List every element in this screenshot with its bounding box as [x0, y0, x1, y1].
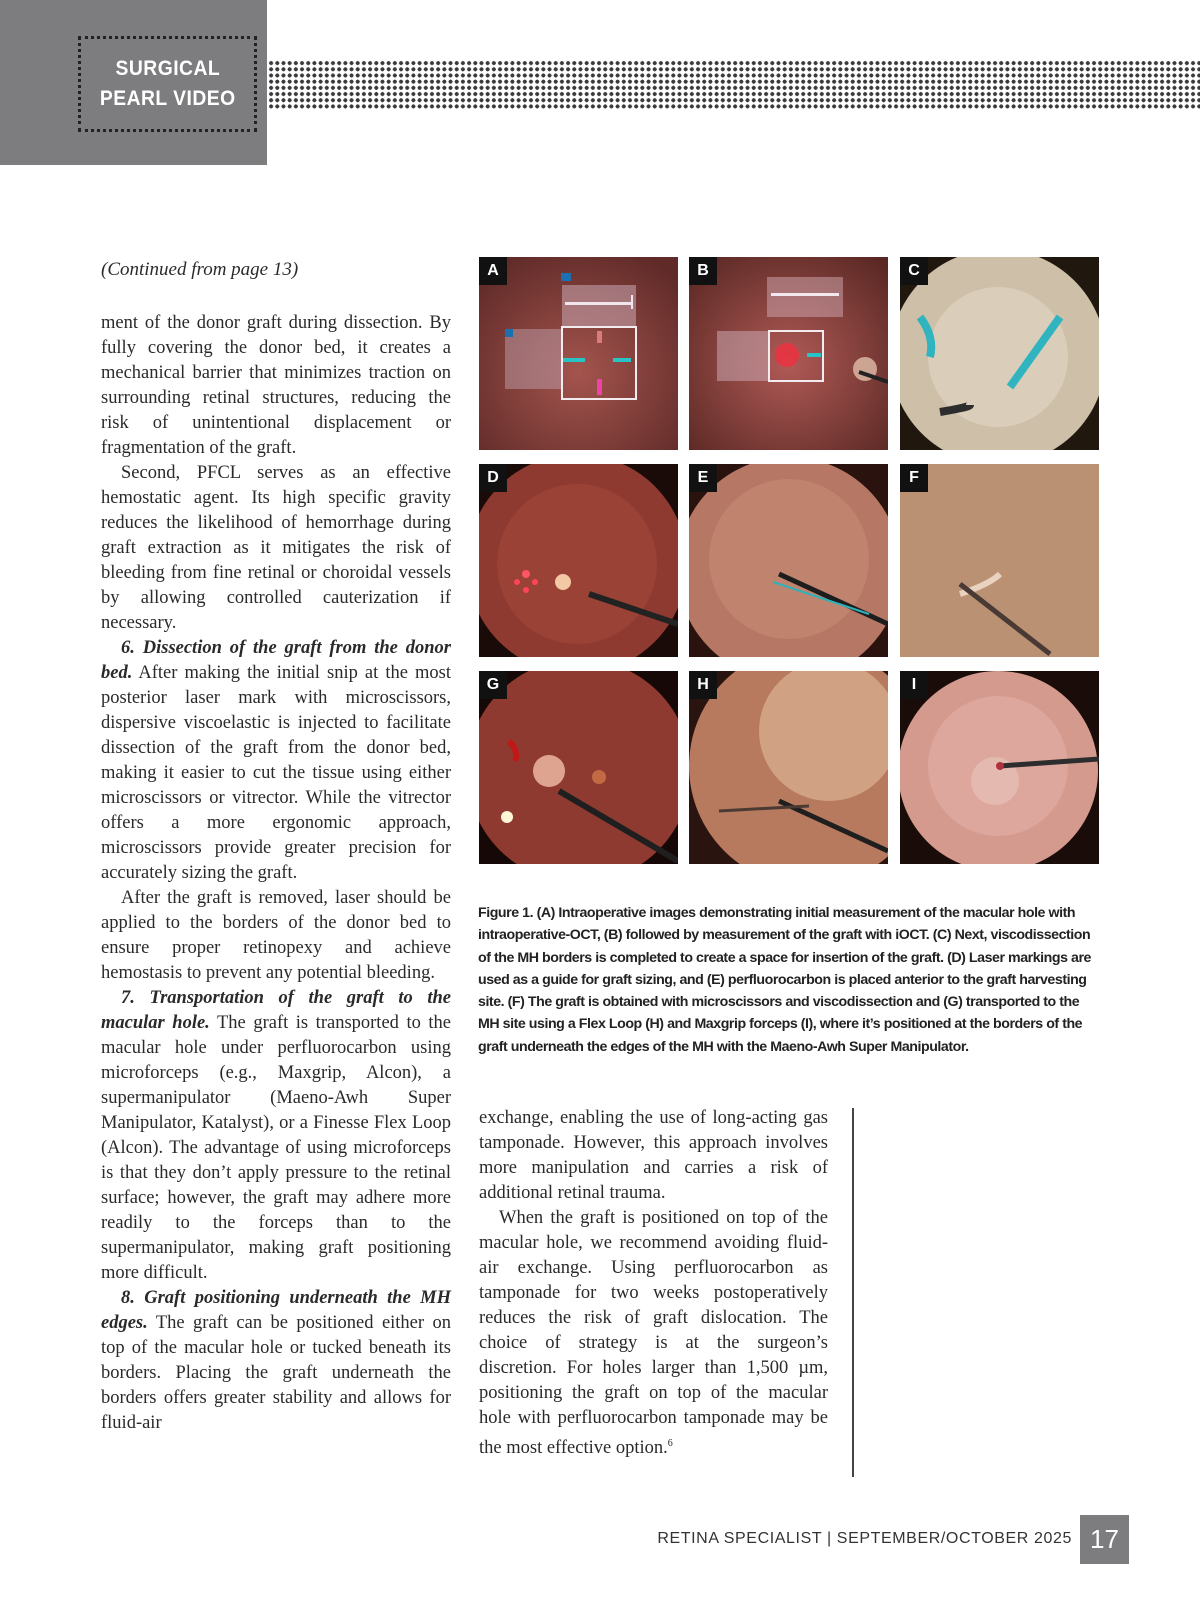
dotted-header-band [268, 60, 1200, 110]
panel-d-label: D [479, 464, 507, 492]
left-paragraph-3 [101, 636, 451, 886]
left-column [101, 255, 451, 1436]
panel-c-viscodissection [900, 257, 1099, 450]
panel-g-flex-loop [479, 671, 678, 864]
panel-h-label: H [689, 671, 717, 699]
panel-b-label: B [689, 257, 717, 285]
step-6-text: After making the initial snip at the most posterior laser mark with microscissors, dispersive viscoelastic is injected to facilitate dissection of the graft from the donor bed, making it easier to cut the tissue using either microscissors or vitrector. While the vitrector offers a more ergonomic approach, microscissors provide greater precision for accurately sizing the graft. [101, 663, 451, 883]
step-7-heading: 7. Transportation of the graft to the macular hole. [101, 988, 451, 1033]
journal-footer: RETINA SPECIALIST | SEPTEMBER/OCTOBER 2025 [657, 1530, 1072, 1547]
panel-b-image [689, 257, 888, 450]
page-number: 17 [1080, 1515, 1129, 1564]
panel-h-maxgrip-forceps [689, 671, 888, 864]
right-paragraph-2 [479, 1206, 828, 1461]
panel-f-graft-harvest [900, 464, 1099, 657]
right-paragraph-1: exchange, enabling the use of long-acting gas tamponade. However, this approach involves more manipulation and carries a risk of additional retinal trauma. [479, 1108, 828, 1203]
panel-c-image [900, 257, 1099, 450]
panel-g-image [479, 671, 678, 864]
right-paragraph-2-text: When the graft is positioned on top of the macular hole, we recommend avoiding fluid-air exchange. Using perfluorocarbon as tamponade for two weeks postoperatively reduces the risk of graft dislocation. The choice of strategy is at the surgeon’s discretion. For holes larger than 1,500 µm, positioning the graft on top of the macular hole with perfluorocarbon tamponade may be the most effective option. [479, 1208, 828, 1459]
panel-f-image [900, 464, 1099, 657]
left-paragraph-2: Second, PFCL serves as an effective hemostatic agent. Its high specific gravity reduces the likelihood of hemorrhage during graft extraction as it mitigates the risk of bleeding from fine retinal or choroidal vessels by allowing controlled cauterization if necessary. [101, 463, 451, 633]
left-paragraph-6 [101, 1286, 451, 1436]
panel-f-label: F [900, 464, 928, 492]
reference-superscript: 6 [667, 1438, 673, 1449]
panel-i-image [900, 671, 1099, 864]
column-divider-rule [852, 1108, 854, 1477]
panel-i-super-manipulator [900, 671, 1099, 864]
figure-caption: Figure 1. (A) Intraoperative images demonstrating initial measurement of the macular hole with intraoperative-OCT, (B) followed by measurement of the graft with iOCT. (C) Next, viscodissection of the MH borders is completed to create a space for insertion of the graft. (D) Laser markings are used as a guide for graft sizing, and (E) perfluorocarbon is placed anterior to the graft harvesting site. (F) The graft is obtained with microscissors and viscodissection and (G) transported to the MH site using a Flex Loop (H) and Maxgrip forceps (I), where it’s positioned at the borders of the graft underneath the edges of the MH with the Maeno-Awh Super Manipulator. [478, 905, 1091, 1055]
left-paragraph-4: After the graft is removed, laser should be applied to the borders of the donor bed to ensure proper retinopexy and achieve hemostasis to prevent any potential bleeding. [101, 888, 451, 983]
panel-h-image [689, 671, 888, 864]
step-7-text: The graft is transported to the macular hole under perfluorocarbon using microforceps (e.g., Maxgrip, Alcon), a supermanipulator (Maeno-Awh Super Manipulator, Katalyst), or a Finesse Flex Loop (Alcon). The advantage of using microforceps is that they don’t apply pressure to the retinal surface; however, the graft may adhere more readily to the forceps than to the supermanipulator, making graft positioning more difficult. [101, 1013, 451, 1283]
section-tab-label [78, 36, 257, 132]
panel-a-image [479, 257, 678, 450]
panel-b-ioct-graft [689, 257, 888, 450]
panel-a-ioct-macular-hole [479, 257, 678, 450]
panel-d-laser-markings [479, 464, 678, 657]
section-tab [0, 0, 267, 165]
panel-g-label: G [479, 671, 507, 699]
left-paragraph-5 [101, 986, 451, 1286]
section-label-line1: SURGICAL [115, 57, 220, 80]
section-label-line2: PEARL VIDEO [99, 87, 236, 110]
step-8-text: The graft can be positioned either on top of the macular hole or tucked beneath its borders. Placing the graft underneath the borders offers greater stability and allows for fluid-air [101, 1313, 451, 1433]
panel-a-label: A [479, 257, 507, 285]
panel-e-label: E [689, 464, 717, 492]
panel-d-image [479, 464, 678, 657]
continued-note: (Continued from page 13) [101, 259, 299, 280]
right-column [479, 1106, 828, 1461]
step-6-heading: 6. Dissection of the graft from the donor bed. [101, 638, 451, 683]
panel-e-perfluorocarbon [689, 464, 888, 657]
panel-c-label: C [900, 257, 928, 285]
step-8-heading: 8. Graft positioning underneath the MH edges. [101, 1288, 451, 1333]
panel-i-label: I [900, 671, 928, 699]
left-paragraph-1: ment of the donor graft during dissection. By fully covering the donor bed, it creates a mechanical barrier that minimizes traction on surrounding retinal structures, reducing the risk of unintentional displacement or fragmentation of the graft. [101, 313, 451, 458]
panel-e-image [689, 464, 888, 657]
figure-1-image-grid [479, 257, 1100, 883]
